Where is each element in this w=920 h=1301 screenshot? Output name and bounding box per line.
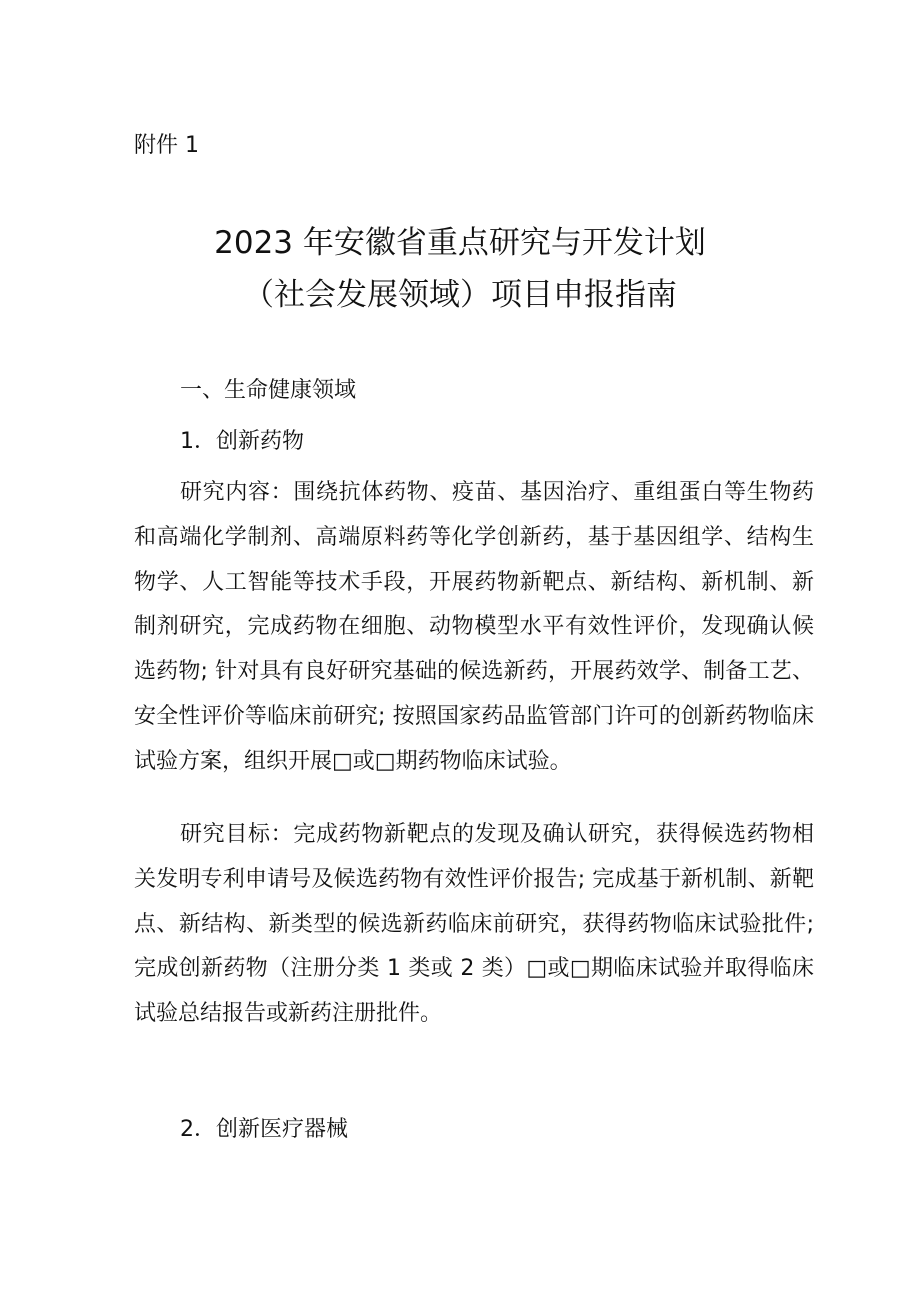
document-title-line1: 2023 年安徽省重点研究与开发计划 — [214, 225, 706, 261]
document-title-line2: （社会发展领域）项目申报指南 — [243, 277, 677, 313]
item-heading-innovative-drugs: 1．创新药物 — [180, 429, 304, 454]
attachment-label: 附件 1 — [134, 133, 199, 158]
section-heading-life-health: 一、生命健康领域 — [180, 378, 357, 403]
item-heading-medical-devices: 2．创新医疗器械 — [180, 1117, 348, 1142]
research-content-paragraph: 研究内容：围绕抗体药物、疫苗、基因治疗、重组蛋白等生物药和高端化学制剂、高端原料药等化学创新药，基于基因组学、结构生物学、人工智能等技术手段，开展药物新靶点、新结构、新机制、新制剂研究，完成药物在细胞、动物模型水平有效性评价，发现确认候选药物; 针对具有良好研究基础的候选新药，开展药效学、制备工艺、安全性评价等临床前研究; 按照国家药品监管部门许可的创新药物临床试验方案，组织开展□或□期药物临床试验。 — [134, 480, 814, 774]
research-goal-paragraph: 研究目标：完成药物新靶点的发现及确认研究，获得候选药物相关发明专利申请号及候选药物有效性评价报告; 完成基于新机制、新靶点、新结构、新类型的候选新药临床前研究，获得药物临床试验批件; 完成创新药物（注册分类 1 类或 2 类）□或□期临床试验并取得临床试验总结报告或新药注册批件。 — [134, 822, 814, 1027]
